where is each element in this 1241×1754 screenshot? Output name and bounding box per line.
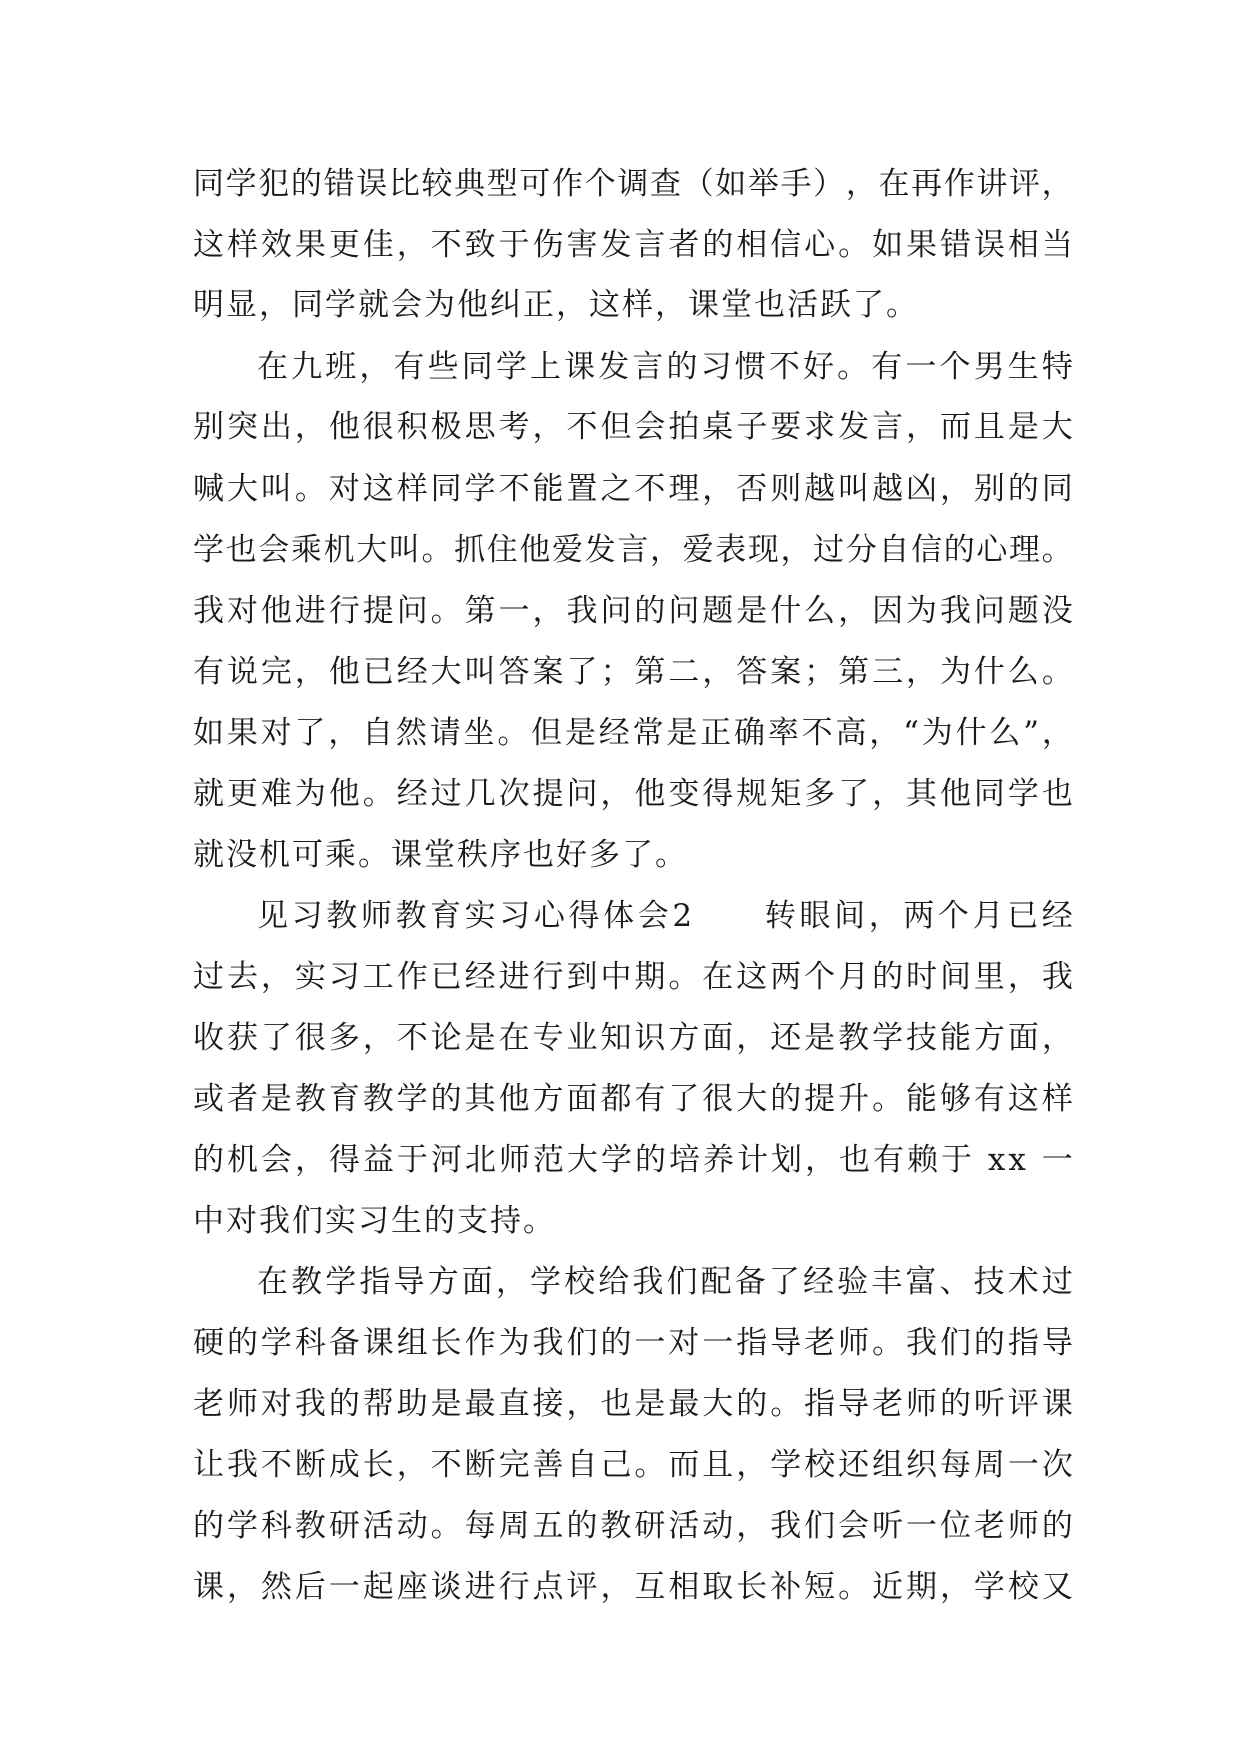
text-line: 中对我们实习生的支持。 — [193, 1203, 556, 1239]
text-line: 收 获 了 很 多 ， 不 论 是 在 专 业 知 识 方 面 ， 还 是 教 学 技 能 方 面 ， — [193, 1020, 1073, 1056]
paragraph-first-line: 在 九 班 ， 有 些 同 学 上 课 发 言 的 习 惯 不 好 。 有 一 个 男 生 特 — [257, 349, 1073, 385]
text-line: 同 学 犯 的 错 误 比 较 典 型 可 作 个 调 查 （ 如 举 手 ） ， 在 再 作 讲 评 ， — [193, 166, 1073, 202]
text-line: 过 去 ， 实 习 工 作 已 经 进 行 到 中 期 。 在 这 两 个 月 的 时 间 里 ， 我 — [193, 959, 1073, 995]
text-line: 就没机可乘。课堂秩序也好多了。 — [193, 837, 688, 873]
text-line: 这 样 效 果 更 佳 ， 不 致 于 伤 害 发 言 者 的 相 信 心 。 如 果 错 误 相 当 — [193, 227, 1073, 263]
text-line: 学 也 会 乘 机 大 叫 。 抓 住 他 爱 发 言 ， 爱 表 现 ， 过 分 自 信 的 心 理 。 — [193, 532, 1073, 568]
text-line: 或 者 是 教 育 教 学 的 其 他 方 面 都 有 了 很 大 的 提 升 。 能 够 有 这 样 — [193, 1081, 1073, 1117]
text-line: 硬 的 学 科 备 课 组 长 作 为 我 们 的 一 对 一 指 导 老 师 。 我 们 的 指 导 — [193, 1325, 1073, 1361]
text-line: 有 说 完 ， 他 已 经 大 叫 答 案 了 ； 第 二 ， 答 案 ； 第 三 ， 为 什 么 。 — [193, 654, 1073, 690]
text-line: 喊 大 叫 。 对 这 样 同 学 不 能 置 之 不 理 ， 否 则 越 叫 越 凶 ， 别 的 同 — [193, 471, 1073, 507]
paragraph-first-line: 在 教 学 指 导 方 面 ， 学 校 给 我 们 配 备 了 经 验 丰 富 、 技 术 过 — [257, 1264, 1073, 1300]
text-line: 如 果 对 了 ， 自 然 请 坐 。 但 是 经 常 是 正 确 率 不 高 ， “ 为 什 么 ” ， — [193, 715, 1073, 751]
text-line: 别 突 出 ， 他 很 积 极 思 考 ， 不 但 会 拍 桌 子 要 求 发 言 ， 而 且 是 大 — [193, 409, 1073, 445]
text-line: 的 机 会 ， 得 益 于 河 北 师 范 大 学 的 培 养 计 划 ， 也 有 赖 于 x x 一 — [193, 1142, 1073, 1178]
text-line: 就 更 难 为 他 。 经 过 几 次 提 问 ， 他 变 得 规 矩 多 了 ， 其 他 同 学 也 — [193, 776, 1073, 812]
text-line: 老 师 对 我 的 帮 助 是 最 直 接 ， 也 是 最 大 的 。 指 导 老 师 的 听 评 课 — [193, 1386, 1073, 1422]
paragraph-first-line: 见 习 教 师 教 育 实 习 心 得 体 会 2 转 眼 间 ， 两 个 月 已 经 — [257, 898, 1073, 934]
text-line: 我 对 他 进 行 提 问 。 第 一 ， 我 问 的 问 题 是 什 么 ， 因 为 我 问 题 没 — [193, 593, 1073, 629]
text-line: 明显，同学就会为他纠正，这样，课堂也活跃了。 — [193, 287, 919, 323]
text-line: 让 我 不 断 成 长 ， 不 断 完 善 自 己 。 而 且 ， 学 校 还 组 织 每 周 一 次 — [193, 1447, 1073, 1483]
text-line: 课 ， 然 后 一 起 座 谈 进 行 点 评 ， 互 相 取 长 补 短 。 近 期 ， 学 校 又 — [193, 1569, 1073, 1605]
text-line: 的 学 科 教 研 活 动 。 每 周 五 的 教 研 活 动 ， 我 们 会 听 一 位 老 师 的 — [193, 1508, 1073, 1544]
